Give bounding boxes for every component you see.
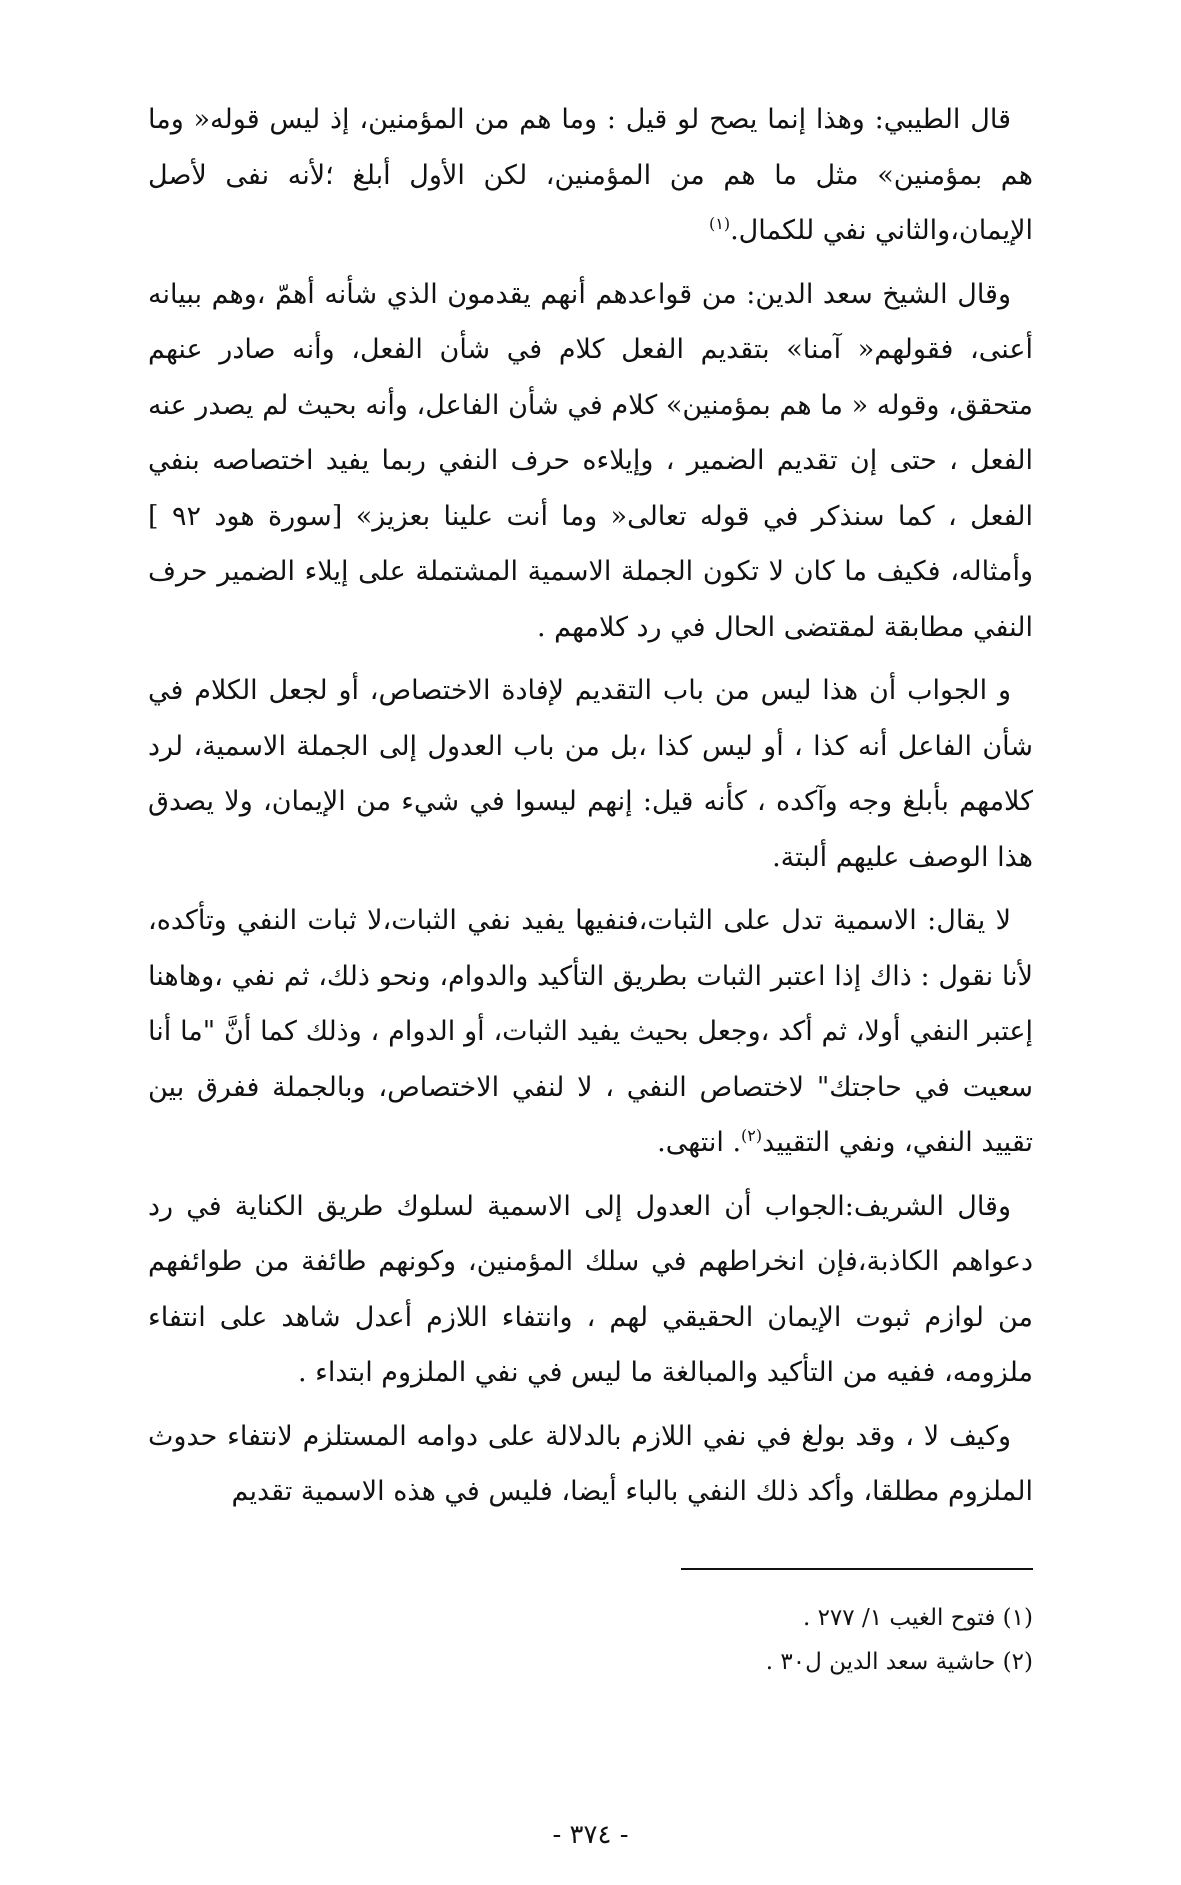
book-page [148, 92, 1033, 1852]
footnotes-list [148, 1596, 1033, 1684]
footnote-marker: (١) [709, 214, 731, 233]
paragraph-sharif [148, 1179, 1033, 1401]
footnote-item: (٢) حاشية سعد الدين ل٣٠ . [765, 1649, 1033, 1675]
paragraph-continuation [148, 1409, 1033, 1520]
paragraph-text: لا يقال: الاسمية تدل على الثبات،فنفيها يفيد نفي الثبات،لا ثبات النفي وتأكده، لأنا نقول : ذاك إذا اعتبر الثبات بطريق التأكيد والدوام، ونحو ذلك، ثم نفي ،وهاهنا إعتبر النفي أولا، ثم أكد ،وجعل بحيث يفيد الثبات، أو الدوام ، وذلك كما أنَّ "ما أنا سعيت في حاجتك" لاختصاص النفي ، لا لنفي الاختصاص، وبالجملة ففرق بين تقييد النفي، ونفي التقييد [148, 905, 1033, 1158]
footnote-marker: (٢) [741, 1126, 763, 1145]
paragraph-tayyibi [148, 92, 1033, 259]
footnote-divider [681, 1568, 1033, 1570]
paragraph-objection [148, 893, 1033, 1171]
paragraph-answer [148, 663, 1033, 885]
page-number: - ٣٧٤ - [552, 1820, 629, 1850]
paragraph-text: قال الطيبي: وهذا إنما يصح لو قيل : وما هم من المؤمنين، إذ ليس قوله« وما هم بمؤمنين» مثل ما هم من المؤمنين، لكن الأول أبلغ ؛لأنه نفى لأصل الإيمان،والثاني نفي للكمال. [148, 104, 1033, 246]
paragraph-tail: . انتهى. [657, 1127, 742, 1158]
paragraph-saad-al-din [148, 267, 1033, 656]
footnote-item: (١) فتوح الغيب ١/ ٢٧٧ . [802, 1605, 1033, 1631]
paragraph-text: و الجواب أن هذا ليس من باب التقديم لإفادة الاختصاص، أو لجعل الكلام في شأن الفاعل أنه كذا ، أو ليس كذا ،بل من باب العدول إلى الجملة الاسمية، لرد كلامهم بأبلغ وجه وآكده ، كأنه قيل: إنهم ليسوا في شيء من الإيمان، ولا يصدق هذا الوصف عليهم ألبتة. [148, 675, 1033, 873]
paragraph-text: وقال الشريف:الجواب أن العدول إلى الاسمية لسلوك طريق الكناية في رد دعواهم الكاذبة،فإن انخراطهم في سلك المؤمنين، وكونهم طائفة من طوائفهم من لوازم ثبوت الإيمان الحقيقي لهم ، وانتفاء اللازم أعدل شاهد على انتفاء ملزومه، ففيه من التأكيد والمبالغة ما ليس في نفي الملزوم ابتداء . [148, 1190, 1033, 1388]
paragraph-text: وقال الشيخ سعد الدين: من قواعدهم أنهم يقدمون الذي شأنه أهمّ ،وهم ببيانه أعنى، فقولهم« آمنا» بتقديم الفعل كلام في شأن الفعل، وأنه صادر عنهم متحقق، وقوله « ما هم بمؤمنين» كلام في شأن الفاعل، وأنه بحيث لم يصدر عنه الفعل ، حتى إن تقديم الضمير ، وإيلاءه حرف النفي ربما يفيد اختصاصه بنفي الفعل ، كما سنذكر في قوله تعالى« وما أنت علينا بعزيز» [سورة هود ٩٢ ] وأمثاله، فكيف ما كان لا تكون الجملة الاسمية المشتملة على إيلاء الضمير حرف النفي مطابقة لمقتضى الحال في رد كلامهم . [148, 278, 1033, 643]
paragraph-text: وكيف لا ، وقد بولغ في نفي اللازم بالدلالة على دوامه المستلزم لانتفاء حدوث الملزوم مطلقا، وأكد ذلك النفي بالباء أيضا، فليس في هذه الاسمية تقديم [148, 1420, 1033, 1507]
